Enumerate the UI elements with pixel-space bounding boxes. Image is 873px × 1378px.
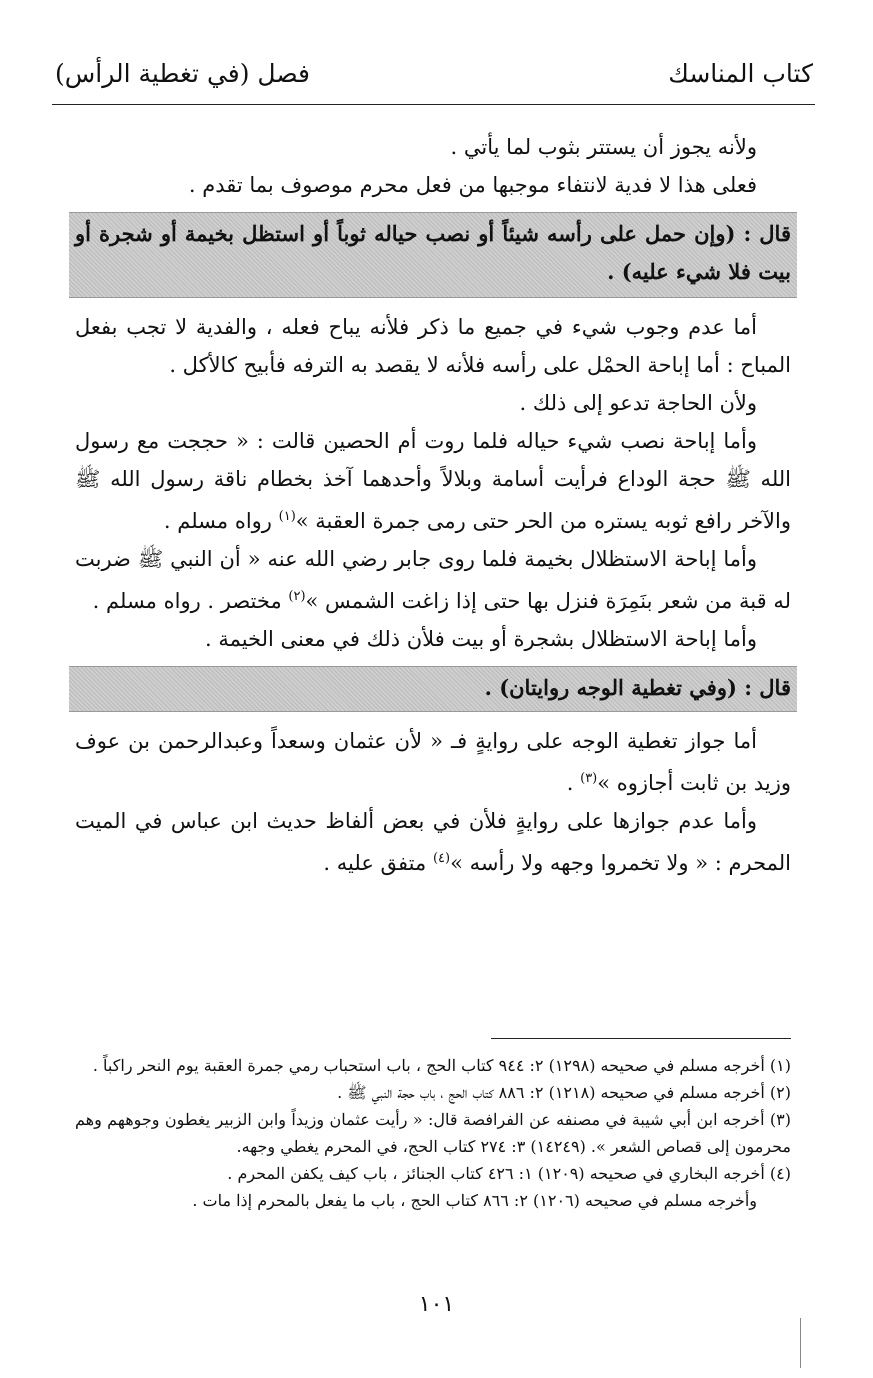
footnote: (٤) أخرجه البخاري في صحيحه (١٢٠٩) ١: ٤٢٦ كتاب الجنائز ، باب كيف يكفن المحرم . <box>227 1164 791 1183</box>
page-edge-line <box>800 1318 801 1368</box>
paragraph <box>75 422 791 540</box>
paragraph: فعلى هذا لا فدية لانتفاء موجبها من فعل محرم موصوف بما تقدم . <box>188 173 757 197</box>
paragraph: أما عدم وجوب شيء في جميع ما ذكر فلأنه يباح فعله ، والفدية لا تجب بفعل المباح : أما إباحة الحمْل على رأسه فلأنه لا يقصد به الترفه فأبيح كالأكل . <box>75 315 791 377</box>
paragraph-text: وأما إباحة نصب شيء حياله فلما روت أم الحصين قالت : « حججت مع رسول الله ﷺ حجة الوداع فرأيت أسامة وبلالاً وأحدهما آخذ بخطام ناقة رسول الله ﷺ والآخر رافع ثوبه يستره من الحر حتى رمى جمرة العقبة » <box>75 429 791 533</box>
footnotes <box>75 1052 791 1214</box>
footnote-ref: (٣) <box>580 771 598 786</box>
page-number: ١٠١ <box>418 1292 455 1317</box>
paragraph: وأما إباحة الاستظلال بشجرة أو بيت فلأن ذلك في معنى الخيمة . <box>204 627 757 651</box>
qala-heading: قال : (وإن حمل على رأسه شيئاً أو نصب حياله ثوباً أو استظل بخيمة أو شجرة أو بيت فلا شيء عليه) . <box>69 212 797 298</box>
paragraph-text: رواه مسلم . <box>163 509 279 533</box>
paragraph: ولأنه يجوز أن يستتر بثوب لما يأتي . <box>450 135 757 159</box>
paragraph <box>75 802 791 882</box>
paragraph <box>75 722 791 802</box>
paragraph-text: وأما إباحة الاستظلال بخيمة فلما روى جابر رضي الله عنه « أن النبي ﷺ ضربت له قبة من شعر بنَمِرَة فنزل بها حتى إذا زاغت الشمس » <box>75 547 791 613</box>
footnote-ref: (٤) <box>432 851 451 866</box>
paragraph-text: أما جواز تغطية الوجه على روايةٍ فـ « لأن عثمان وسعداً وعبدالرحمن بن عوف وزيد بن ثابت أجازوه » <box>75 729 791 795</box>
footnote: (٢) أخرجه مسلم في صحيحه (١٢١٨) ٢: ٨٨٦ كتاب الحج ، باب حجة النبي ﷺ . <box>337 1083 791 1102</box>
qala-heading: قال : (وفي تغطية الوجه روايتان) . <box>69 666 797 712</box>
paragraph-text: متفق عليه . <box>323 851 433 875</box>
footnote-ref: (١) <box>278 509 296 524</box>
footnote-rule <box>491 1038 791 1039</box>
footnote: (٣) أخرجه ابن أبي شيبة في مصنفه عن الفرافصة قال: « رأيت عثمان وزيداً وابن الزبير يغطون وجوههم وهم محرمون إلى قصاص الشعر ». (١٤٢٤٩) ٣: ٢٧٤ كتاب الحج، في المحرم يغطي وجهه. <box>75 1110 791 1156</box>
paragraph-text: مختصر . رواه مسلم . <box>92 589 289 613</box>
footnote-ref: (٢) <box>288 589 306 604</box>
paragraph: ولأن الحاجة تدعو إلى ذلك . <box>519 391 757 415</box>
paragraph-text: وأما عدم جوازها على روايةٍ فلأن في بعض ألفاظ حديث ابن عباس في الميت المحرم : « ولا تخمروا وجهه ولا رأسه » <box>75 809 791 875</box>
footnote-continuation: وأخرجه مسلم في صحيحه (١٢٠٦) ٢: ٨٦٦ كتاب الحج ، باب ما يفعل بالمحرم إذا مات . <box>192 1191 757 1210</box>
paragraph-text: . <box>566 771 581 795</box>
main-text <box>75 128 791 882</box>
header-rule <box>52 104 815 105</box>
paragraph <box>75 540 791 620</box>
book-title: كتاب المناسك <box>668 59 813 88</box>
chapter-title: فصل (في تغطية الرأس) <box>55 59 310 88</box>
running-header <box>55 40 813 96</box>
footnote: (١) أخرجه مسلم في صحيحه (١٢٩٨) ٢: ٩٤٤ كتاب الحج ، باب استحباب رمي جمرة العقبة يوم النحر راكباً . <box>92 1056 791 1075</box>
